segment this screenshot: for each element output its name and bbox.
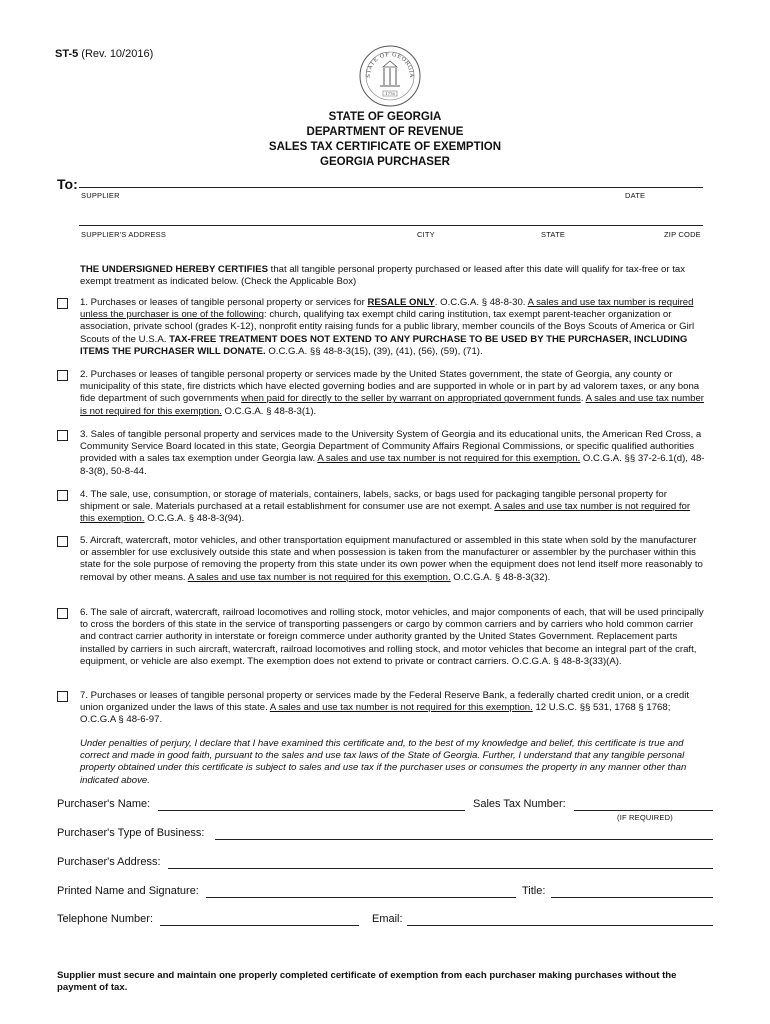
item-4-checkbox[interactable]	[57, 490, 68, 501]
item-2-text: 2. Purchases or leases of tangible personal property or services made by the United States government, the state of Georgia, any county or municipality of this state, fire districts which have elected governing bodies and are supported in whole or in part by ad valorem taxes, or any bona fide department of such governments when paid for directly to the seller by warrant on appropriated government funds. A sales and use tax number is not required for this exemption. O.C.G.A. § 48-8-3(1).	[80, 369, 704, 417]
item-1-text: 1. Purchases or leases of tangible personal property or services for RESALE ONLY. O.C.G.A. § 48-8-30. A sales and use tax number is required unless the purchaser is one of the following: church, qualifying tax exempt child caring institution, tax exempt parent-teacher organization or association, private school (grades K-12), nonprofit entity raising funds for a public library, member councils of the Boys Scouts of America or Girl Scouts of the U.S.A. TAX-FREE TREATMENT DOES NOT EXTEND TO ANY PURCHASE TO BE USED BY THE PURCHASER, INCLUDING ITEMS THE PURCHASER WILL DONATE. O.C.G.A. §§ 48-8-3(15), (39), (41), (56), (59), (71).	[80, 297, 695, 357]
supplier-address-line[interactable]	[79, 225, 703, 226]
to-label: To:	[57, 176, 78, 192]
telephone-label: Telephone Number:	[57, 913, 154, 925]
title-field[interactable]	[551, 897, 713, 898]
form-id	[55, 48, 153, 60]
sales-tax-number-field[interactable]	[574, 810, 713, 811]
purchaser-address-label: Purchaser's Address:	[57, 856, 161, 868]
item-6-checkbox[interactable]	[57, 608, 68, 619]
purchaser-name-field[interactable]	[158, 810, 465, 811]
printed-name-label: Printed Name and Signature:	[57, 885, 199, 897]
sales-tax-number-label: Sales Tax Number:	[473, 798, 566, 810]
title-purchaser: GEORGIA PURCHASER	[320, 156, 450, 168]
printed-name-field[interactable]	[206, 897, 516, 898]
date-caption: DATE	[625, 191, 646, 200]
item-3-text: 3. Sales of tangible personal property and services made to the University System of Georgia and its educational units, the American Red Cross, a Community Service Board located in this state, Georgia Department of Community Affairs Regional Commissions, or specific qualified authorities provided with a sales tax exemption under Georgia law. A sales and use tax number is not required for this exemption. O.C.G.A. §§ 37-2-6.1(d), 48-8-3(8), 50-8-44.	[80, 429, 705, 477]
form-revision: (Rev. 10/2016)	[81, 48, 154, 60]
svg-text:STATE OF GEORGIA: STATE OF GEORGIA	[365, 51, 415, 78]
title-label: Title:	[522, 885, 546, 897]
item-5-checkbox[interactable]	[57, 536, 68, 547]
email-field[interactable]	[407, 925, 713, 926]
city-caption: CITY	[417, 230, 435, 239]
supplier-footer-note: Supplier must secure and maintain one properly completed certificate of exemption from each purchaser making purchases without the payment of tax.	[57, 970, 677, 994]
email-label: Email:	[372, 913, 403, 925]
perjury-declaration: Under penalties of perjury, I declare that I have examined this certificate and, to the best of my knowledge and belief, this certificate is true and correct and made in good faith, pursuant to the sales and use tax laws of the State of Georgia. Further, I understand that any tangible personal property obtained under this certificate is subject to sales and use tax if the purchaser uses or consumes the property in any manner other than indicated above.	[80, 738, 687, 786]
item-2-checkbox[interactable]	[57, 370, 68, 381]
state-caption: STATE	[541, 230, 566, 239]
zip-caption: ZIP CODE	[664, 230, 701, 239]
title-department: DEPARTMENT OF REVENUE	[306, 126, 464, 138]
form-code: ST-5	[55, 48, 79, 60]
item-7-text: 7. Purchases or leases of tangible personal property or services made by the Federal Reserve Bank, a federally charted credit union, or a credit union organized under the laws of this state. A sales and use tax number is not required for this exemption. 12 U.S.C. §§ 531, 1768 § 1768; O.C.G.A § 48-6-97.	[80, 690, 689, 726]
supplier-caption: SUPPLIER	[81, 191, 120, 200]
certify-text: that all tangible personal property purchased or leased after this date will qualify for tax-free or tax exempt treatment as indicated below. (Check the Applicable Box)	[80, 264, 686, 288]
title-certificate: SALES TAX CERTIFICATE OF EXEMPTION	[268, 141, 502, 153]
item-7-checkbox[interactable]	[57, 691, 68, 702]
item-3-checkbox[interactable]	[57, 430, 68, 441]
form-title-block	[0, 110, 770, 170]
item-1-checkbox[interactable]	[57, 298, 68, 309]
if-required-caption: (IF REQUIRED)	[617, 813, 673, 822]
item-4-text: 4. The sale, use, consumption, or storage of materials, containers, labels, sacks, or bags used for packaging tangible personal property for shipment or sale. Materials purchased at a retail establishment for consumer use are not exempt. A sales and use tax number is not required for this exemption. O.C.G.A. § 48-8-3(94).	[80, 489, 691, 525]
certify-lead: THE UNDERSIGNED HEREBY CERTIFIES	[80, 264, 268, 275]
svg-text:1776: 1776	[385, 91, 395, 96]
type-of-business-label: Purchaser's Type of Business:	[57, 827, 205, 839]
type-of-business-field[interactable]	[215, 839, 713, 840]
purchaser-name-label: Purchaser's Name:	[57, 798, 151, 810]
item-6-text: 6. The sale of aircraft, watercraft, railroad locomotives and rolling stock, motor vehicles, and major components of each, that will be used principally to cross the borders of this state in the service of transporting passengers or cargo by common carriers and by carriers who hold common carrier and contract carrier authority in interstate or foreign commerce under authority granted by the United States Government. Replacement parts installed by carriers in such aircraft, watercraft, railroad locomotives and rolling stock, and motor vehicles that become an integral part of the craft, equipment, or vehicle are also exempt. The exemption does not extend to private or contract carriers. O.C.G.A. § 48-8-3(33)(A).	[80, 607, 704, 667]
supplier-line[interactable]	[79, 187, 703, 188]
purchaser-address-field[interactable]	[168, 868, 713, 869]
suppliers-address-caption: SUPPLIER'S ADDRESS	[81, 230, 167, 239]
item-5-text: 5. Aircraft, watercraft, motor vehicles, and other transportation equipment manufactured or assembled in this state when sold by the manufacturer or assembler for use exclusively outside this state and when possession is taken from the manufacturer or assembler by the purchaser within this state for the sole purpose of removing the property from this state under its own power when the equipment does not lend itself more reasonably to removal by other means. A sales and use tax number is not required for this exemption. O.C.G.A. § 48-8-3(32).	[80, 535, 703, 583]
state-seal-icon	[359, 45, 421, 107]
title-state: STATE OF GEORGIA	[328, 111, 442, 123]
certify-statement	[80, 264, 705, 288]
telephone-field[interactable]	[160, 925, 359, 926]
